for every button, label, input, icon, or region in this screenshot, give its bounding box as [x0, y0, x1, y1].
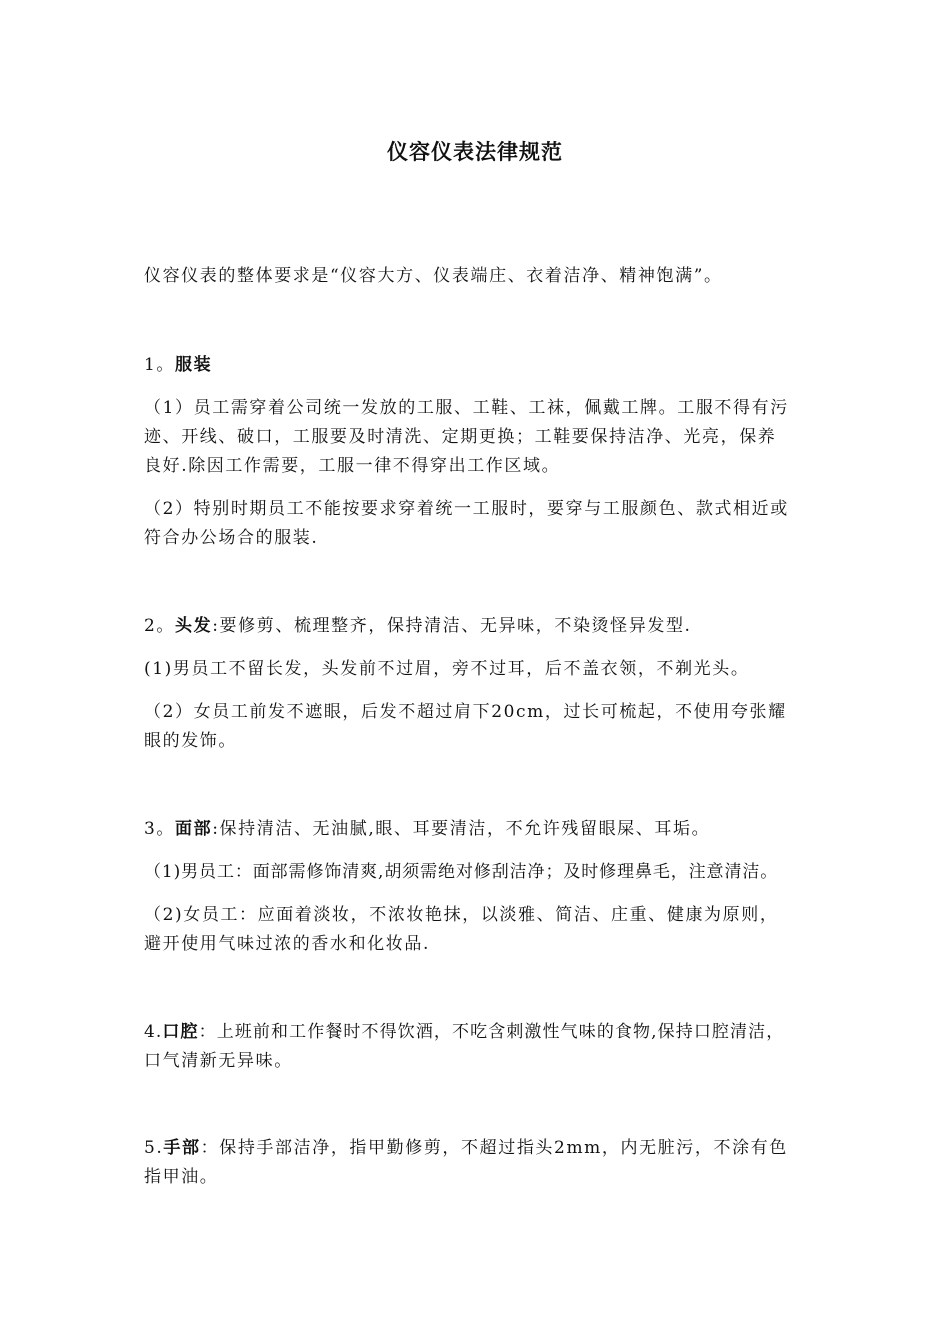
section-1-p2-line-2: 符合办公场合的服装.: [144, 528, 319, 548]
section-2-p2-line-1: （2）女员工前发不遮眼，后发不超过肩下20cm，过长可梳起，不使用夸张耀: [144, 702, 787, 722]
section-3-text: :保持清洁、无油腻,眼、耳要清洁，不允许残留眼屎、耳垢。: [212, 819, 711, 839]
section-2-heading: [144, 612, 824, 641]
document-title: 仪容仪表法律规范: [387, 139, 563, 164]
section-1-heading: [144, 351, 824, 380]
section-1-p1-line-2: 迹、开线、破口，工服要及时清洗、定期更换；工鞋要保持洁净、光亮，保养: [144, 427, 777, 447]
section-4-title: 口腔: [162, 1022, 199, 1042]
section-1-p2-line-1: （2）特别时期员工不能按要求穿着统一工服时，要穿与工服颜色、款式相近或: [144, 499, 789, 519]
section-3-p2-line-1: （2)女员工：应面着淡妆，不浓妆艳抹，以淡雅、简洁、庄重、健康为原则，: [144, 905, 779, 925]
section-3-p1: （1)男员工：面部需修饰清爽,胡须需绝对修刮洁净；及时修理鼻毛，注意清洁。: [144, 862, 779, 882]
section-1-title: 服装: [175, 355, 213, 375]
section-4-line-2: 口气清新无异味。: [144, 1051, 293, 1071]
section-3-number: 3。: [144, 819, 176, 839]
intro-paragraph: 仪容仪表的整体要求是“仪容大方、仪表端庄、衣着洁净、精神饱满”。: [144, 266, 723, 286]
section-3-p2-line-2: 避开使用气味过浓的香水和化妆品.: [144, 934, 431, 954]
section-2-p2-line-2: 眼的发饰。: [144, 731, 237, 751]
section-5-number: 5.: [144, 1138, 164, 1158]
section-5-text-line-1: ：保持手部洁净，指甲勤修剪，不超过指头2mm，内无脏污，不涂有色: [200, 1138, 788, 1158]
section-2-p1: (1)男员工不留长发，头发前不过眉，旁不过耳，后不盖衣领，不剃光头。: [144, 659, 750, 679]
section-3-title: 面部: [175, 819, 213, 839]
section-5-title: 手部: [163, 1138, 201, 1158]
section-4-text-line-1: ：上班前和工作餐时不得饮酒，不吃含刺激性气味的食物,保持口腔清洁，: [198, 1022, 785, 1042]
section-4-number: 4.: [144, 1022, 163, 1042]
section-2-number: 2。: [144, 616, 176, 636]
section-4-line-1: [144, 1018, 824, 1047]
section-1-p1-line-1: （1）员工需穿着公司统一发放的工服、工鞋、工袜，佩戴工牌。工服不得有污: [144, 398, 789, 418]
section-2-text: :要修剪、梳理整齐，保持清洁、无异味，不染烫怪异发型.: [212, 616, 692, 636]
section-5-line-2: 指甲油。: [144, 1167, 219, 1187]
section-1-number: 1。: [144, 355, 176, 375]
section-5-line-1: [144, 1134, 824, 1163]
section-2-title: 头发: [175, 616, 213, 636]
section-3-heading: [144, 815, 824, 844]
section-1-p1-line-3: 良好.除因工作需要，工服一律不得穿出工作区域。: [144, 456, 561, 476]
